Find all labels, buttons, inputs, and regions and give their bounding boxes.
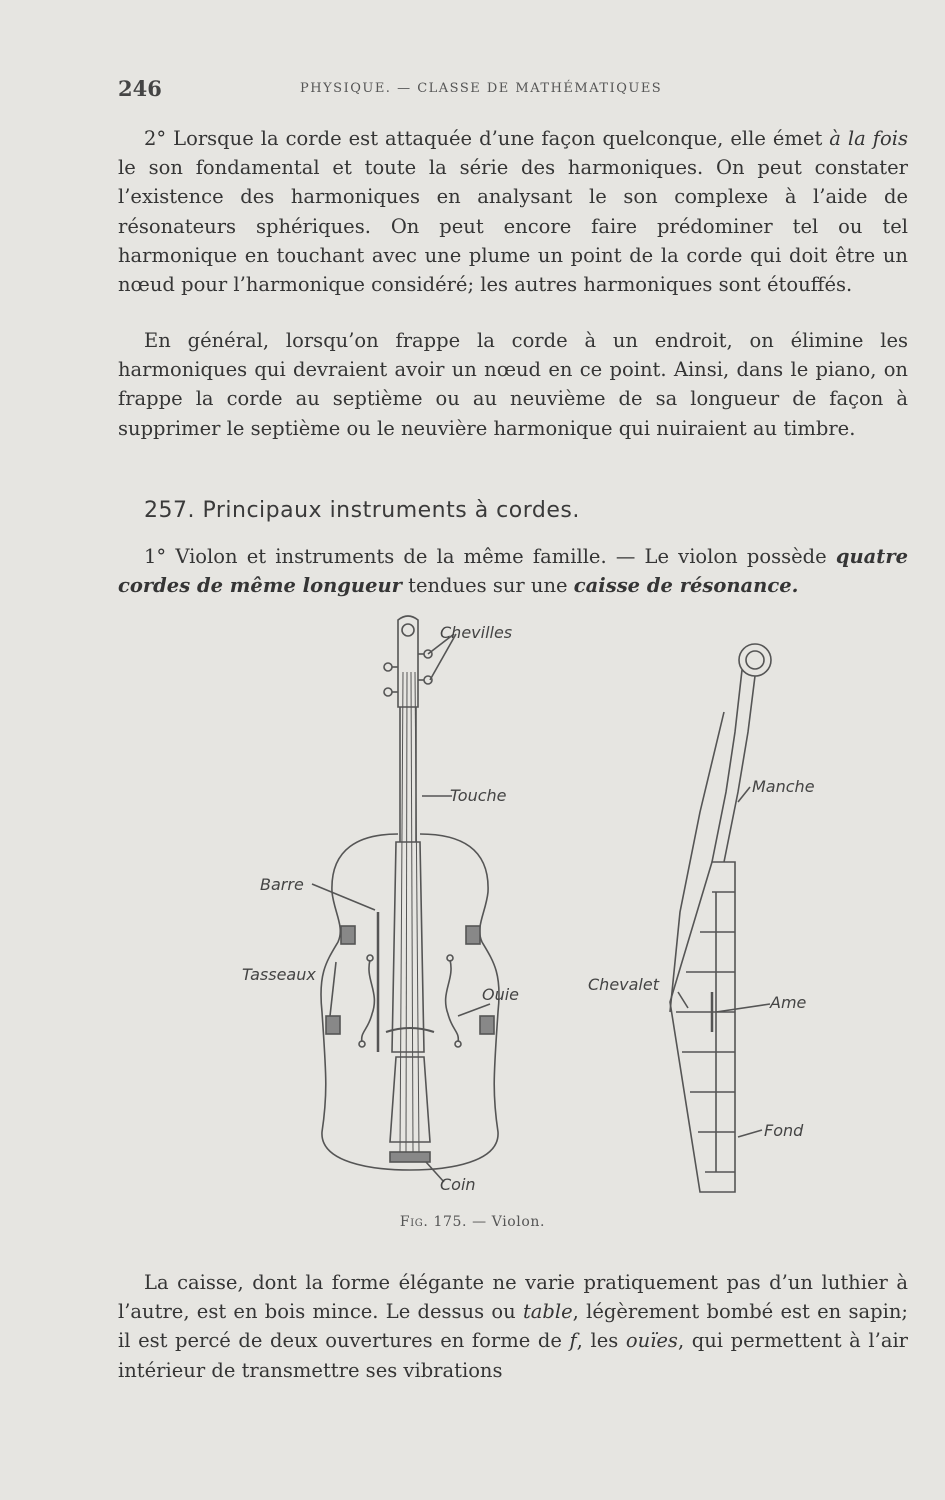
figure-caption: Fig. 175. — Violon. [399,1214,546,1230]
label-coin: Coin [440,1175,476,1194]
label-tasseaux: Tasseaux [242,965,316,984]
violin-body-outline [321,834,499,1170]
label-ouie: Ouie [482,985,520,1004]
page-number: 246 [118,76,162,101]
violin-front-view [312,616,499,1182]
label-touche: Touche [450,786,507,805]
violin-side-view [670,644,771,1192]
label-ame: Ame [770,993,807,1012]
page-header [118,76,908,104]
running-head: PHYSIQUE. — CLASSE DE MATHÉMATIQUES [300,81,663,96]
paragraph-harmonics: 2° Lorsque la corde est attaquée d’une façon quelconque, elle émet à la fois le son fondamental et toute la série des harmoniques. On peut constater l’existence des harmoniques en analysant le son complexe à l’aide de résonateurs sphériques. On peut encore faire prédominer tel ou tel harmonique en touchant avec une plume un point de la corde qui doit être un nœud pour l’harmonique considéré; les autres harmoniques sont étouffés. [118,127,908,297]
label-chevilles: Chevilles [440,623,513,642]
label-fond: Fond [764,1121,804,1140]
paragraph-caisse: La caisse, dont la forme élégante ne varie pratiquement pas d’un luthier à l’autre, est en bois mince. Le dessus ou table, légèrement bombé est en sapin; il est percé de deux ouvertures en forme de f, les ouïes, qui permettent à l’air intérieur de transmettre ses vibrations [118,1271,909,1382]
paragraph-piano: En général, lorsqu’on frappe la corde à un endroit, on élimine les harmoniques qui devraient avoir un nœud en ce point. Ainsi, dans le piano, on frappe la corde au septième ou au neuvième de sa longueur de façon à supprimer le septième ou le neuvière harmonique qui nuiraient au timbre. [118,329,908,440]
paragraph-violin-intro: 1° Violon et instruments de la même famille. — Le violon possède quatre cordes de même longueur tendues sur une caisse de résonance. [118,545,908,598]
violin-diagram [230,612,850,1202]
label-chevalet: Chevalet [588,975,659,994]
violin-figure [230,612,850,1202]
label-manche: Manche [752,777,815,796]
label-barre: Barre [260,875,304,894]
section-title: 257. Principaux instruments à cordes. [144,498,580,523]
